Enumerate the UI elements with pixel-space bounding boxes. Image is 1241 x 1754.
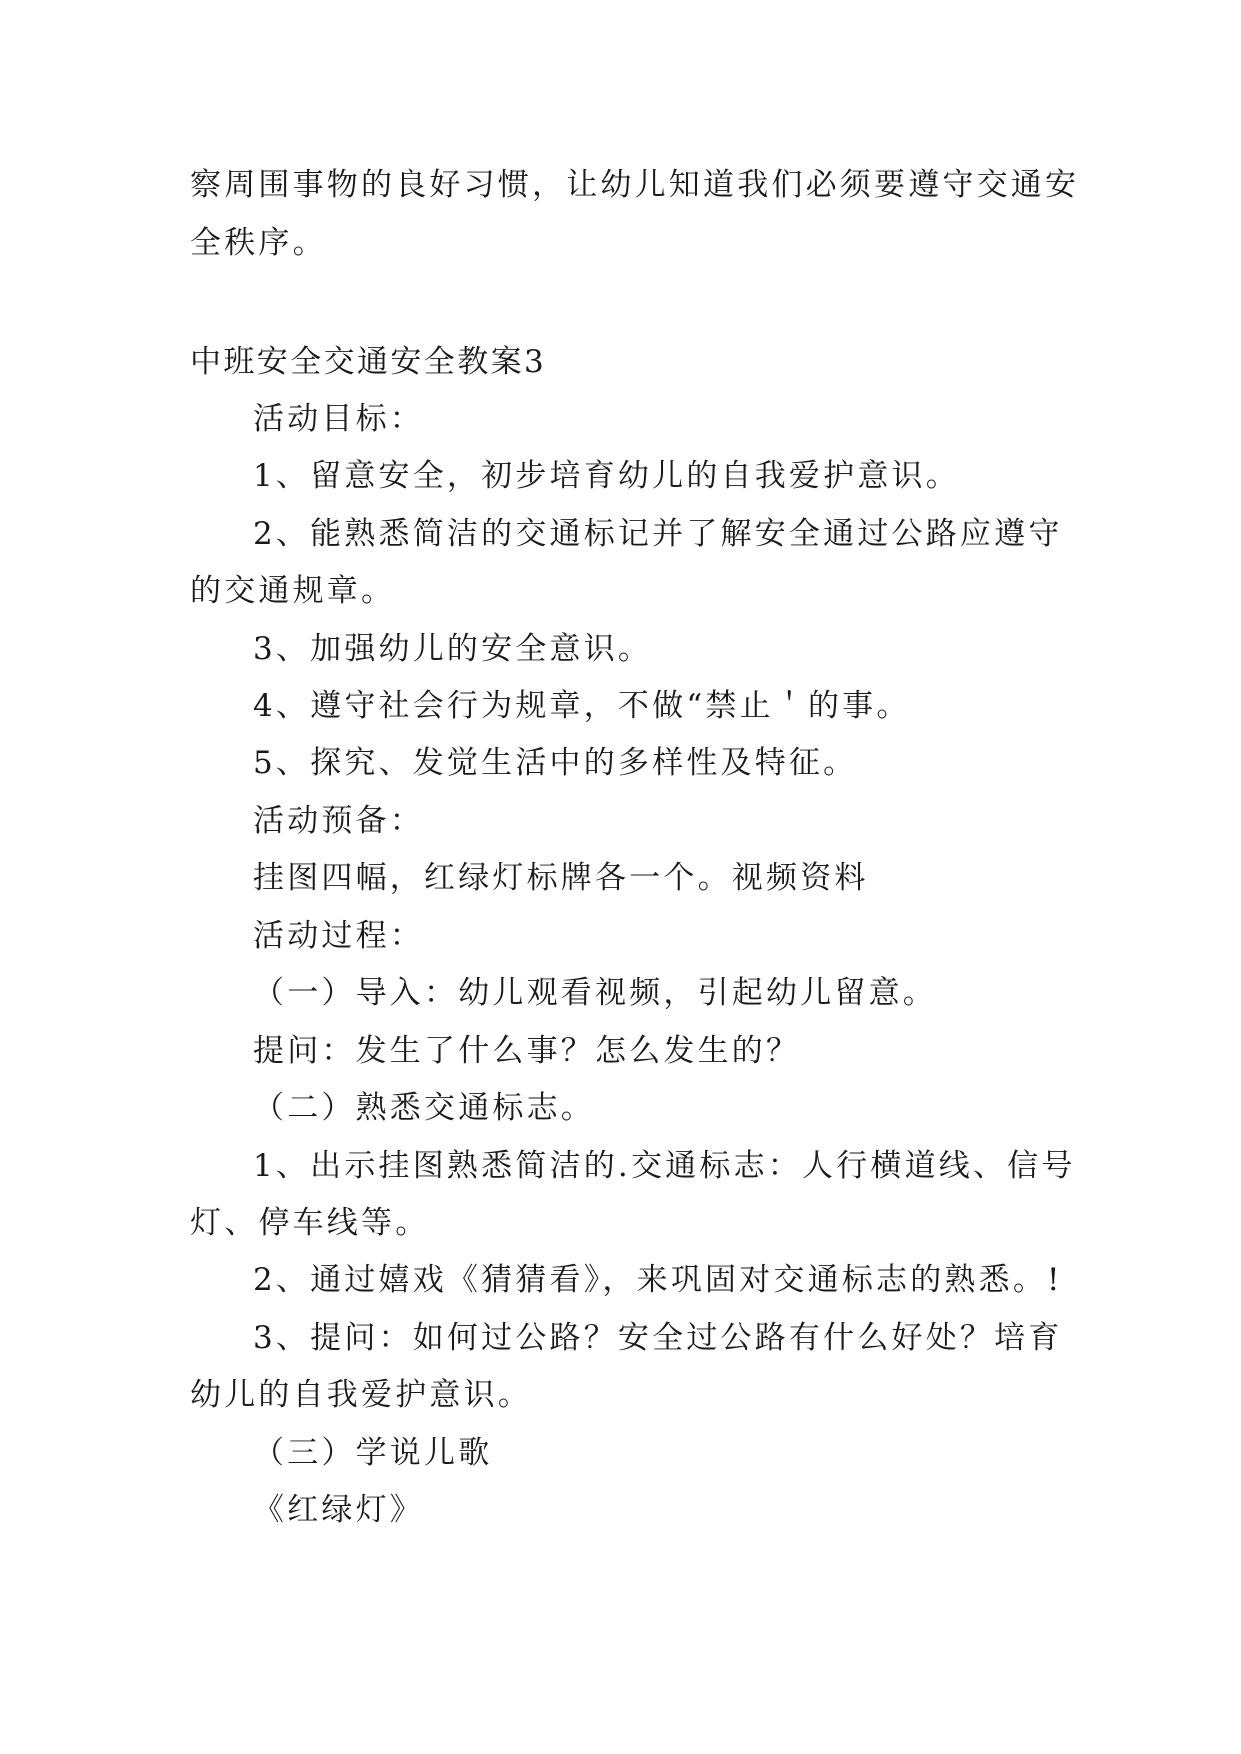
step-2-item-3-line-1: 3、提问：如何过公路？安全过公路有什么好处？培育: [253, 1320, 1063, 1356]
process-question: 提问：发生了什么事？怎么发生的？: [253, 1033, 801, 1069]
prep-text: 挂图四幅，红绿灯标牌各一个。视频资料: [253, 860, 869, 896]
goal-item-5: 5、探究、发觉生活中的多样性及特征。: [253, 745, 858, 781]
section-title: 中班安全交通安全教案3: [190, 344, 547, 380]
goal-item-2-line-1: 2、能熟悉简洁的交通标记并了解安全通过公路应遵守: [253, 516, 1063, 552]
prep-heading: 活动预备：: [253, 803, 424, 839]
step-2-item-1-line-2: 灯、停车线等。: [190, 1205, 430, 1241]
step-2-item-1-line-1: 1、出示挂图熟悉简洁的.交通标志：人行横道线、信号: [253, 1148, 1076, 1184]
process-step-1: （一）导入：幼儿观看视频，引起幼儿留意。: [253, 975, 937, 1011]
goals-heading: 活动目标：: [253, 401, 424, 437]
process-step-2: （二）熟悉交通标志。: [253, 1090, 595, 1126]
goal-item-4: 4、遵守社会行为规章，不做“禁止＇的事。: [253, 688, 911, 724]
step-2-item-2: 2、通过嬉戏《猜猜看》，来巩固对交通标志的熟悉。!: [253, 1262, 1063, 1298]
process-step-3: （三）学说儿歌: [253, 1435, 493, 1471]
goal-item-1: 1、留意安全，初步培育幼儿的自我爱护意识。: [253, 458, 960, 494]
goal-item-3: 3、加强幼儿的安全意识。: [253, 631, 653, 667]
goal-item-2-line-2: 的交通规章。: [190, 573, 396, 609]
intro-line-2: 全秩序。: [190, 225, 327, 261]
song-title: 《红绿灯》: [253, 1492, 424, 1528]
intro-line-1: 察周围事物的良好习惯，让幼儿知道我们必须要遵守交通安: [190, 167, 1080, 203]
process-heading: 活动过程：: [253, 918, 424, 954]
step-2-item-3-line-2: 幼儿的自我爱护意识。: [190, 1377, 532, 1413]
